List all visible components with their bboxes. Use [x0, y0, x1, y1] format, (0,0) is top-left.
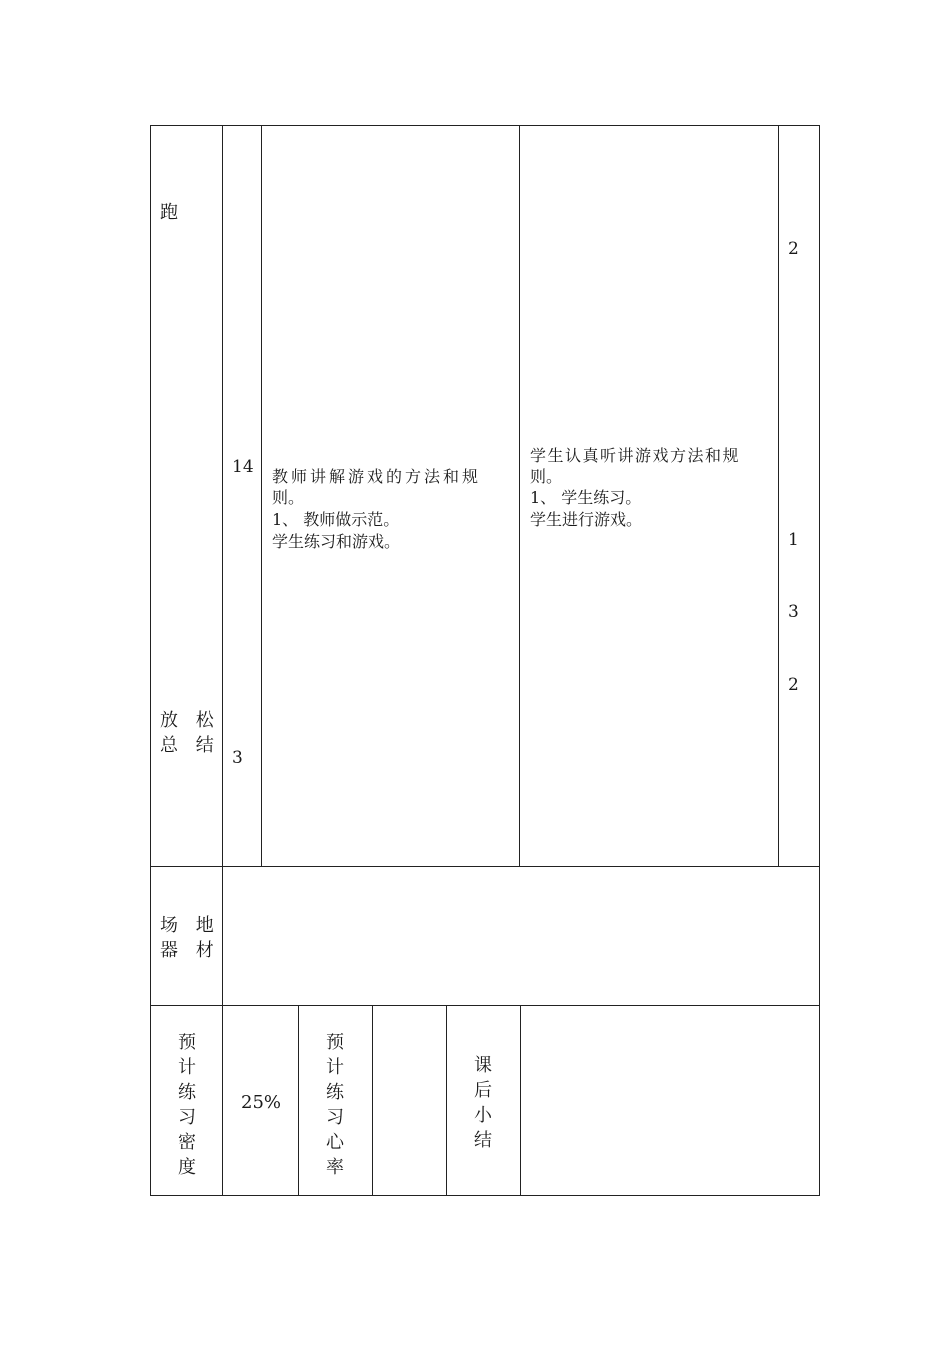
- teacher-line-3: 1、 教师做示范。: [272, 510, 400, 529]
- section-name-run: 跑: [160, 202, 178, 223]
- student-line-3: 1、 学生练习。: [530, 488, 642, 507]
- col-divider-1: [222, 125, 223, 866]
- heart-rate-label: 预 计 练 习 心 率: [326, 1032, 344, 1178]
- venue-label-line2: 器 材: [160, 940, 220, 961]
- student-line-2: 则。: [530, 467, 563, 486]
- bottom-col-divider-4: [446, 1005, 447, 1196]
- bottom-col-divider-3: [372, 1005, 373, 1196]
- student-line-4: 学生进行游戏。: [530, 510, 643, 529]
- density-value: 25%: [241, 1092, 282, 1113]
- student-line-1: 学生认真听讲游戏方法和规: [530, 446, 741, 465]
- row-divider-venue: [150, 866, 820, 867]
- venue-label-line1: 场 地: [160, 915, 220, 936]
- teacher-line-2: 则。: [272, 488, 305, 507]
- count-4: 2: [788, 675, 799, 695]
- section-name-relax-line1: 放 松: [160, 710, 220, 731]
- row-divider-bottom: [150, 1005, 820, 1006]
- time-game: 14: [232, 457, 254, 477]
- col-divider-3: [519, 125, 520, 866]
- col-divider-2: [261, 125, 262, 866]
- bottom-col-divider-2: [298, 1005, 299, 1196]
- venue-col-divider: [222, 866, 223, 1005]
- teacher-line-1: 教师讲解游戏的方法和规: [272, 467, 482, 486]
- teacher-line-4: 学生练习和游戏。: [272, 532, 401, 551]
- time-relax: 3: [232, 748, 243, 768]
- count-2: 1: [788, 530, 799, 550]
- bottom-col-divider-1: [222, 1005, 223, 1196]
- bottom-col-divider-5: [520, 1005, 521, 1196]
- density-label: 预 计 练 习 密 度: [178, 1032, 196, 1178]
- summary-label: 课 后 小 结: [474, 1055, 492, 1151]
- count-3: 3: [788, 602, 799, 622]
- count-1: 2: [788, 239, 799, 259]
- table-outer-border: [150, 125, 820, 1196]
- section-name-relax-line2: 总 结: [160, 735, 220, 756]
- col-divider-4: [778, 125, 779, 866]
